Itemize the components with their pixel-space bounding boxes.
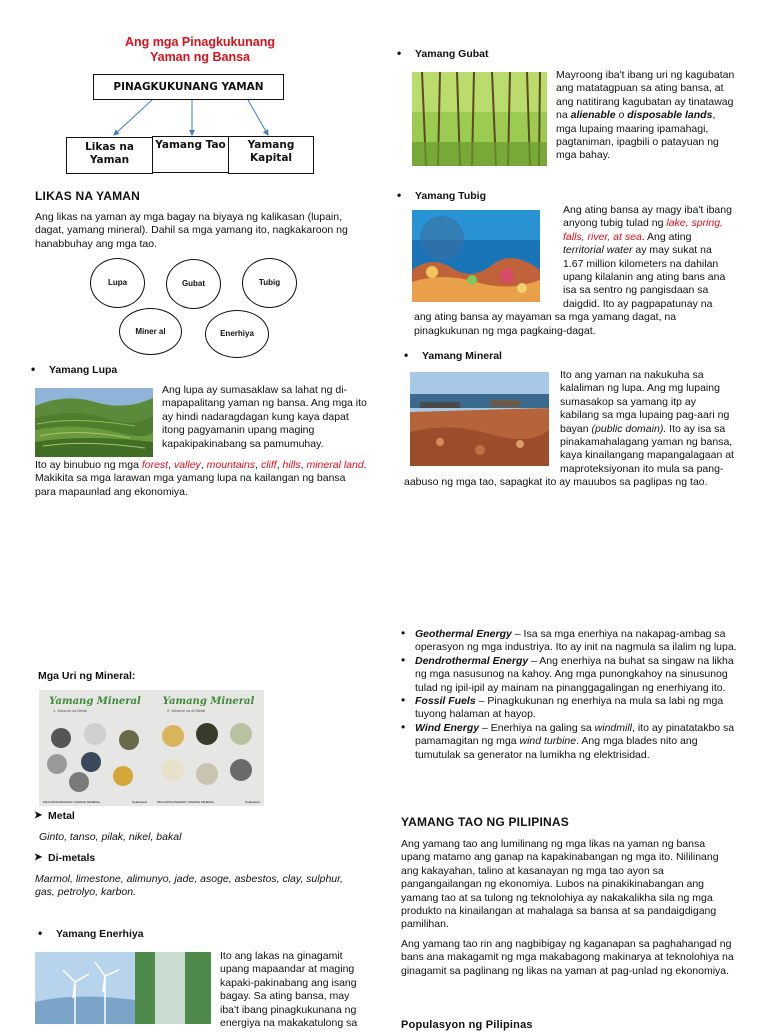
mineral-text-end: Ito ay isa sa pinakamahalagang yaman ng bansa, kaya kinailangang mapangalagaan at maproteksiyonan ito mula sa pang-aabuso ng mga tao, sapagkat ito ay mauubos sa paglipas ng tao. (404, 422, 734, 489)
gubat-text (556, 69, 738, 163)
forest-image (412, 72, 547, 166)
diagram-title-line2: Yaman ng Bansa (149, 50, 251, 64)
energy-item-geothermal (415, 628, 737, 655)
energy-desc-wind-b: , ito ay pinatatakbo sa pamamagitan ng mga (415, 721, 735, 748)
term-forest: forest (141, 459, 169, 471)
energy-item-wind (415, 722, 737, 762)
gubat-text-start: Mayroong iba't ibang uri ng kagubatan ang matatagpuan sa ating bansa, at ang natitirang kagubatan ay tinatawag na (556, 69, 735, 122)
diagram-child-likas-label: Likas na Yaman (85, 141, 134, 166)
diagram-root-box (93, 74, 284, 100)
lupa-photo (35, 388, 153, 457)
dimetal-heading: ➤ Di-metals (48, 852, 95, 865)
ellipse-gubat-label: Gubat (181, 279, 206, 288)
enerhiya-heading: • Yamang Enerhiya (56, 928, 144, 941)
lupa-para2-end: . Makikita sa mga larawan mga yamang lupa na kailangan ng bansa para mapaunlad ang ekonomiya. (35, 459, 367, 498)
metal-list-text: Ginto, tanso, pilak, nikel, bakal (39, 831, 182, 843)
gubat-term-alienable: alienable (570, 109, 616, 122)
term-mineral-land: mineral land (306, 459, 364, 471)
poster-title-left: Yamang Mineral (49, 696, 141, 707)
energy-term-fossil: Fossil Fuels (415, 695, 476, 708)
poster-right (153, 690, 264, 806)
enerhiya-text: Ito ang lakas na ginagamit upang mapaandar at maging kapaki-pakinabang ang isang bagay. Sa ating bansa, may iba't ibang pinagkukunana ng energiya na makakatulong sa (220, 950, 358, 1030)
poster-left (39, 690, 151, 806)
diagram-child-kapital (228, 136, 314, 174)
energy-desc-wind-a: – Enerhiya na galing sa (479, 721, 595, 734)
mineral-text-start: Ito ang yaman na nakukuha sa kalaliman ng lupa. Ang mg lupaing sumasakop sa yamang itp ay kabilang sa mga lupaing pag-aari ng bayan (560, 369, 730, 435)
metal-heading: ➤ Metal (48, 810, 75, 823)
likas-heading: LIKAS NA YAMAN (35, 189, 141, 203)
ellipse-tubig (242, 258, 297, 308)
gubat-term-disposable: disposable lands (627, 109, 713, 122)
term-hills: hills (282, 459, 301, 471)
tubig-term-territorial: territorial water (563, 244, 633, 257)
diagram-child-tao-label: Yamang Tao (155, 139, 226, 151)
energy-wind-turbine: wind turbine (519, 735, 577, 748)
diagram-title-line1: Ang mga Pinagkukunang (124, 35, 275, 49)
metal-samples (39, 714, 151, 794)
diagram-child-tao (152, 136, 229, 173)
poster-title-right: Yamang Mineral (162, 696, 255, 707)
energy-term-dendrothermal: Dendrothermal Energy (415, 654, 529, 667)
populasyon-heading: Populasyon ng Pilipinas (401, 1019, 533, 1031)
diagram-child-likas (66, 137, 153, 174)
energy-list (415, 628, 737, 762)
mineral-term-public: (public domain). (591, 422, 667, 435)
ellipse-mineral (119, 308, 182, 355)
term-cliff: cliff (260, 459, 277, 471)
lupa-para2-start: Ito ay binubuo ng mga (35, 459, 142, 471)
mineral-text (404, 369, 736, 490)
dimetal-list (35, 873, 365, 900)
nonmetal-samples (153, 714, 264, 794)
tubig-heading: • Yamang Tubig (415, 190, 486, 203)
diagram-title (100, 35, 300, 65)
ellipse-lupa-label: Lupa (107, 278, 128, 287)
poster-sub-left: 1. Mineral na Metal (53, 708, 88, 713)
term-valley: valley (173, 459, 201, 471)
ellipse-gubat (166, 259, 221, 309)
energy-desc-wind-c: . Ang mga blades nito ang tumutulak sa generator na lumikha ng elektrisidad. (415, 735, 698, 761)
diagram-child-kapital-label: Yamang Kapital (247, 139, 295, 164)
energy-item-dendrothermal (415, 655, 737, 695)
tao-heading: YAMANG TAO NG PILIPINAS (401, 815, 569, 829)
tubig-text-start: Ang ating bansa ay magy iba't ibang anyong tubig tulad ng (563, 204, 732, 230)
enerhiya-photo (35, 952, 211, 1024)
likas-intro: Ang likas na yaman ay mga bagay na biyaya ng kalikasan (lupain, dagat, yamang mineral). Dahil sa mga yamang ito, nagkakaroon ng hanabbuhay ang mga tao. (35, 211, 348, 250)
tubig-text-mid: . Ang ating (641, 230, 692, 243)
tao-para1: Ang yamang tao ang lumilinang ng mga likas na yaman ng bansa upang matamo ang ganap na kapakinabangan ng mga ito. Nililinang ang kakayahan, talino at kasanayan ng mga tao ayon sa pangangailangan ng ekonomiya. Lubos na pinakikinabangan ang yamang tao at sa tulong ng teknolohiya ay nakakalikha sila ng mga produkto na kinailangan at mahalaga sa bansa at sa pandaigdigang pamilihan. (401, 838, 719, 931)
poster-sub-right: 2. Mineral na di Metal (167, 708, 206, 713)
arrow-to-likas (114, 100, 152, 135)
ellipse-enerhiya (205, 310, 269, 358)
energy-desc-dendrothermal: – Ang enerhiya na buhat sa singaw na likha ng mga nasusunog na kahoy. Ang mga punongkahoy na sinusunog tulad ng ipil-ipil ay mainam na pinanggagalingan ng enerhiyang ito. (415, 654, 734, 694)
mineral-poster (39, 690, 264, 806)
tao-para2: Ang yamang tao rin ang nagbibigay ng kaganapan sa paghahangad ng bans ana makagamit ng mga makabagong makinarya at teknolohiya na ginagamit sa paglinang ng likas na yaman at pag-unlad ng ekonomiya. (401, 938, 734, 977)
tubig-terms: lake, spring, falls, river, at sea (563, 217, 723, 243)
poster-foot-left: MGA PANGUNAHING YAMANG MINERAL (43, 800, 101, 804)
gubat-heading: • Yamang Gubat (415, 48, 489, 61)
diagram-root-label: PINAGKUKUNANG YAMAN (113, 81, 264, 93)
dimetal-list-text: Marmol, limestone, alimunyo, jade, asoge, asbestos, clay, sulphur, gas, petrolyo, karbon. (35, 873, 343, 899)
poster-brand-left: Nylatravels (132, 800, 147, 804)
ellipse-lupa (90, 258, 145, 308)
lupa-para2: Ito ay binubuo ng mga forest, valley, mountains, cliff, hills, mineral land. Makikita sa mga larawan mga yamang lupa na kailangan ng bansa para mapaunlad ang ekonomiya. (35, 459, 367, 498)
windmill-waterfall-image (35, 952, 211, 1024)
energy-desc-fossil: – Pinagkukunan ng enerhiya na mula sa labi ng mga tuyong halaman at hayop. (415, 695, 724, 721)
lupa-heading: • Yamang Lupa (49, 364, 117, 377)
ellipse-enerhiya-label: Enerhiya (220, 329, 254, 338)
energy-term-wind: Wind Energy (415, 721, 480, 734)
ellipse-mineral-label: Miner al (135, 326, 166, 336)
term-mountains: mountains (206, 459, 256, 471)
energy-item-fossil (415, 695, 737, 722)
tubig-text (414, 204, 732, 338)
mineral-heading: • Yamang Mineral (422, 350, 502, 363)
gubat-photo (412, 72, 547, 166)
uri-heading: Mga Uri ng Mineral: (38, 670, 136, 682)
lupa-para1: Ang lupa ay sumasaklaw sa lahat ng di-mapapalitang yaman ng bansa. Ang mga ito ay hindi nadaragdagan kung kaya dapat itong pagyamanin upang maging kapakipakinabang sa pamumuhay. (162, 384, 367, 450)
energy-desc-geothermal: – Isa sa mga enerhiya na nakapag-ambag sa operasyon ng mga industriya. Ito ay init na nagmula sa ilalim ng lupa. (415, 628, 737, 654)
energy-term-geothermal: Geothermal Energy (415, 628, 512, 640)
ellipse-tubig-label: Tubig (258, 278, 281, 287)
energy-wind-windmill: windmill (594, 721, 632, 734)
gubat-text-end: , mga lupaing maaring ipamahagi, pagtaniman, ipagbili o patayuan ng mga bahay. (556, 109, 719, 162)
gubat-term-o: o (615, 109, 628, 122)
metal-list (39, 831, 181, 844)
diagram-arrows (60, 98, 320, 140)
rice-terraces-image (35, 388, 153, 457)
arrow-to-kapital (248, 100, 268, 135)
poster-foot-right: MGA PANGUNAHING YAMANG MINERAL (157, 800, 215, 804)
poster-brand-right: Nylatravels (245, 800, 260, 804)
tubig-text-end: ay may sukat na 1.67 million kilometers na dahilan upang kilalanin ang ating bans ana isa sa sentro ng pangisdaan sa daigdid. Ito ay pagpapatunay na ang ating bansa ay mayaman sa mga yamang dagat, na pinagkukunan ng mga pagkaing-dagat. (414, 244, 726, 337)
